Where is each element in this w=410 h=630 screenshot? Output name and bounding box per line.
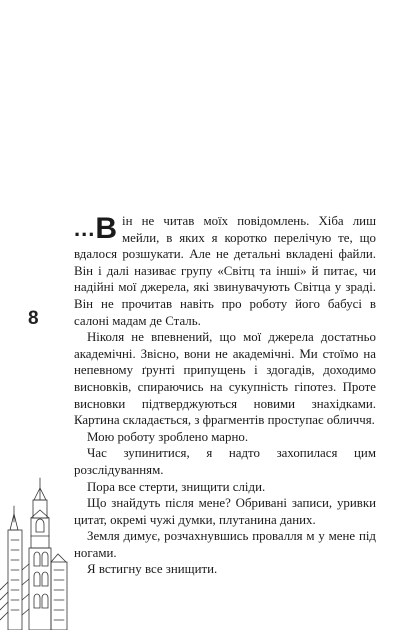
body-text [74, 213, 376, 578]
paragraph-1-text: ін не читав моїх повідомлень. Хіба лиш мейли, в яких я коротко перелічую те, що вдалося розшукати. Але не детальні вкладені файли. Він і далі називає групу «Світц та інші» й питає, чи надійні мої джерела, які звинувачують Світца у зраді. Він не прочитав навіть про роботу його бабусі в салоні мадам де Сталь. [74, 214, 376, 328]
page-number: 8 [28, 308, 39, 329]
lead-letter: В [95, 212, 118, 245]
paragraph-8: Я встигну все знищити. [87, 562, 218, 577]
paragraph-1 [74, 213, 376, 329]
paragraph-5: Пора все стерти, знищити сліди. [87, 479, 266, 494]
drop-cap [74, 214, 117, 246]
paragraph-7: Земля димує, розчахнувшись провалля м у мене під ногами. [74, 529, 376, 560]
paragraph-3: Мою роботу зроблено марно. [87, 429, 249, 444]
paragraph-6: Що знайдуть після мене? Обривані записи, уривки цитат, окремі чужі думки, плутанина даних. [74, 496, 376, 527]
paragraph-2: Ніколя не впевнений, що мої джерела достатньо академічні. Звісно, вони не академічні. Ми стоїмо на непевному ґрунті припущень і здогадів, доходимо висновків, спираючись на сукупність гіпотез. Проте висновки підтверджуються новими знахідками. Картина складається, з фрагментів проступає обличчя. [74, 330, 376, 428]
paragraph-4: Час зупинитися, я надто захопилася цим розслідуванням. [74, 446, 376, 477]
lead-dots: ... [74, 216, 96, 241]
city-tower-sketch-icon [0, 470, 72, 630]
